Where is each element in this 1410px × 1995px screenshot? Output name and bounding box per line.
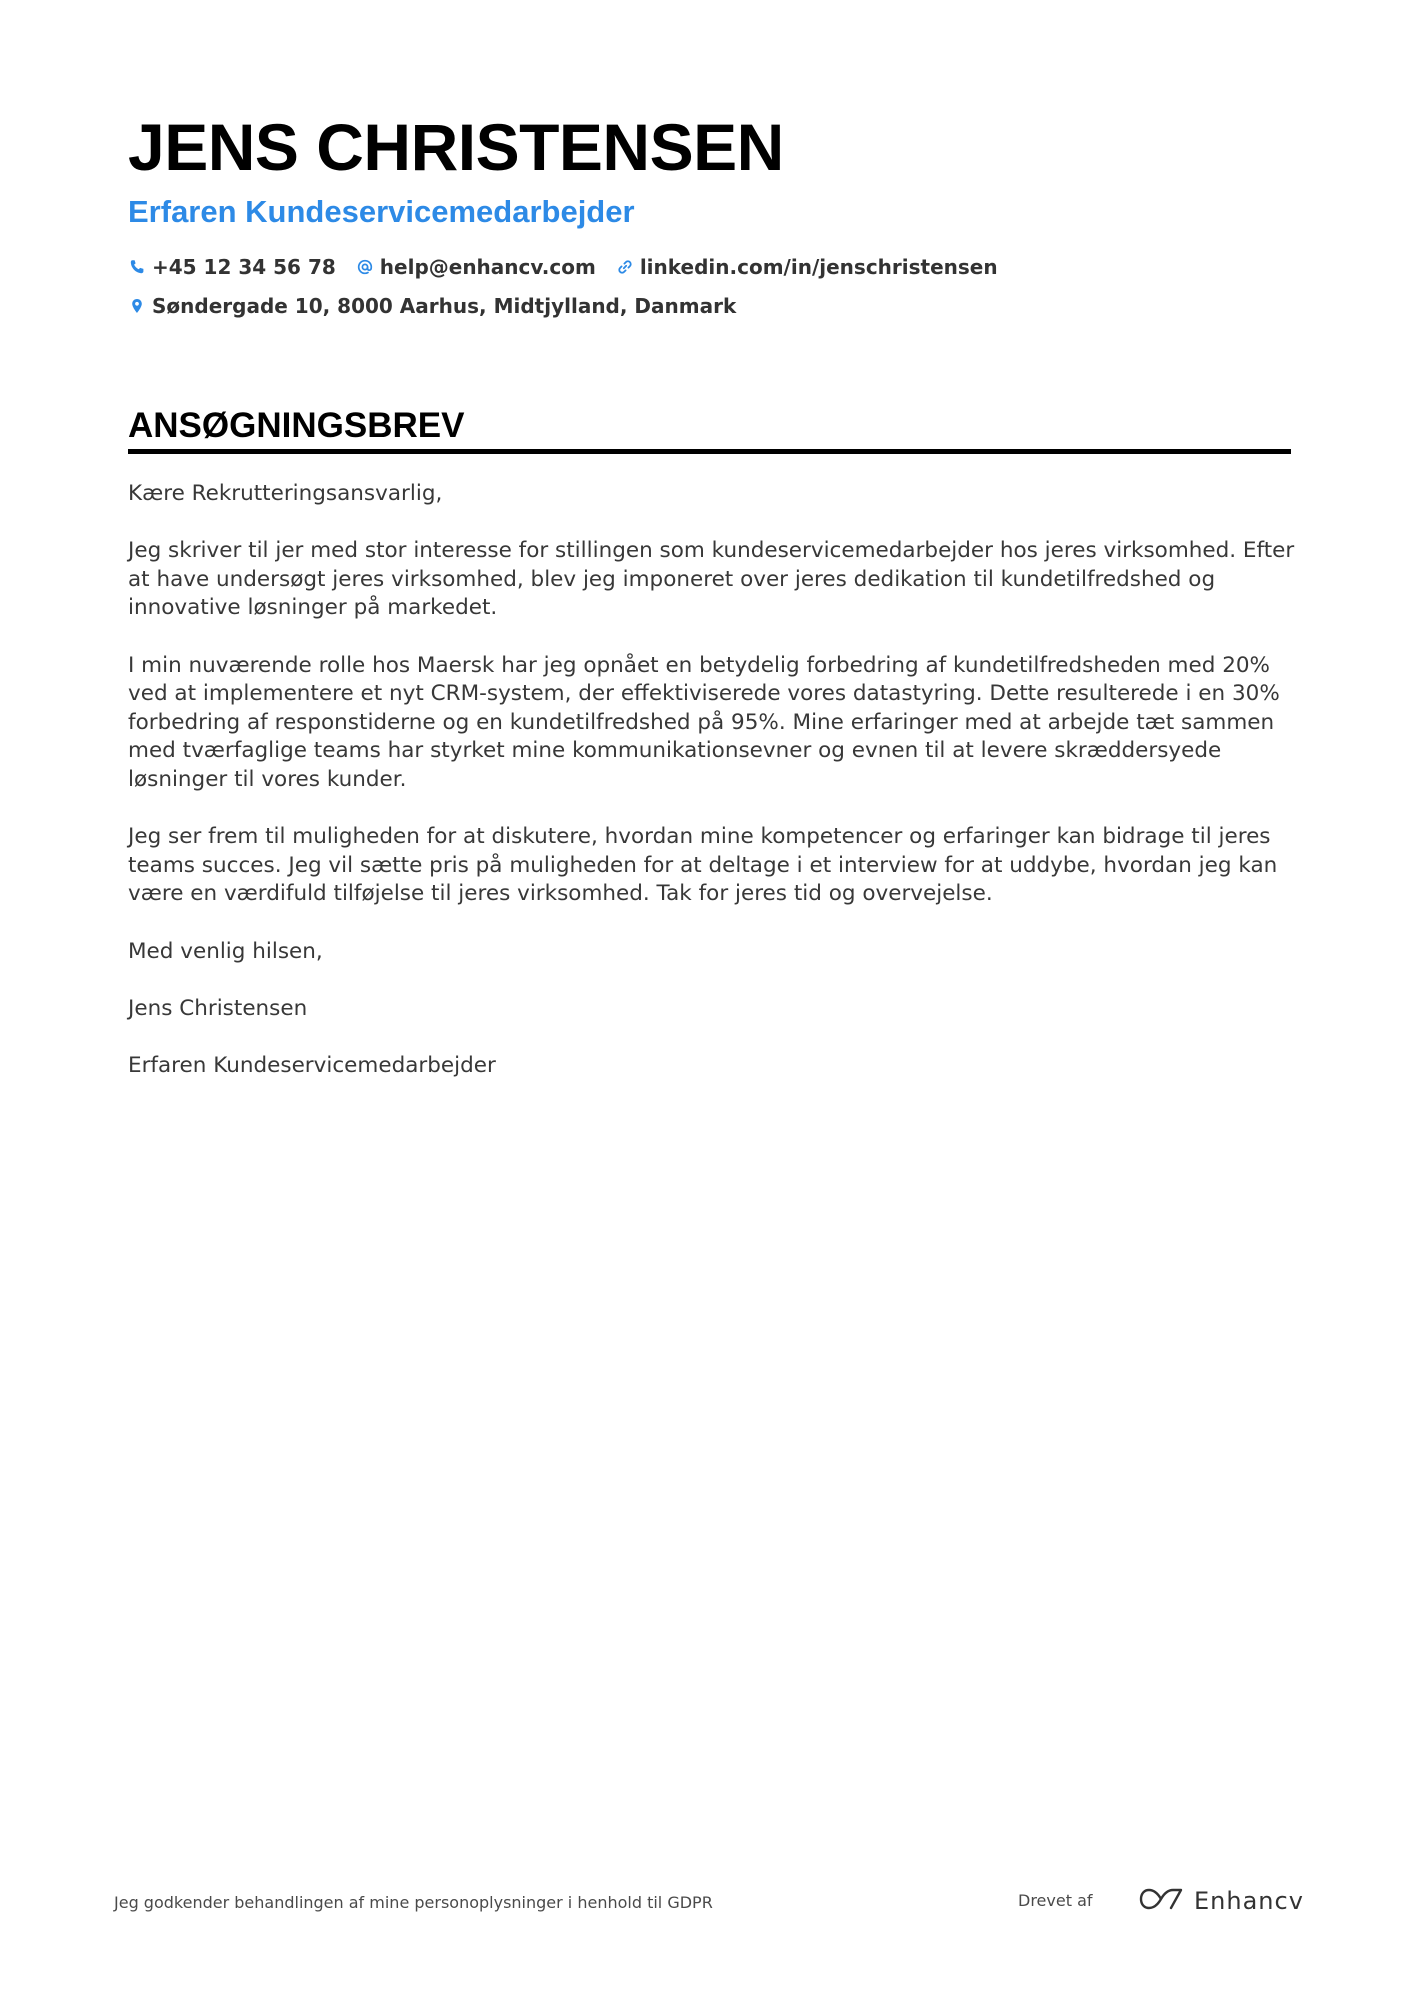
signature-title: Erfaren Kundeservicemedarbejder xyxy=(128,1052,496,1078)
contact-address-text: Søndergade 10, 8000 Aarhus, Midtjylland, Danmark xyxy=(152,294,737,318)
brand-logo[interactable] xyxy=(1138,1886,1304,1916)
signature-name: Jens Christensen xyxy=(128,995,308,1021)
contact-row-primary xyxy=(128,253,1018,281)
contact-phone-text: +45 12 34 56 78 xyxy=(152,255,336,279)
contact-address xyxy=(128,294,736,318)
letter-salutation: Kære Rekrutteringsansvarlig, xyxy=(128,481,443,506)
letter-paragraph: I min nuværende rolle hos Maersk har jeg opnået en betydelig forbedring af kundetilfredsheden med 20% ved at implementere et nyt CRM-system, der effektiviserede vores datastyring. Dette resulterede i en 30% forbedring af responstiderne og en kundetilfredshed på 95%. Mine erfaringer med at arbejde tæt sammen med tværfaglige teams har styrket mine kommunikationsevner og evnen til at levere skræddersyede løsninger til vores kunder. xyxy=(128,652,1280,792)
powered-by-label: Drevet af xyxy=(1018,1891,1093,1910)
contact-phone xyxy=(128,255,336,279)
link-icon xyxy=(616,258,634,276)
at-icon xyxy=(356,258,374,276)
letter-body xyxy=(128,480,1303,1109)
letter-paragraph: Jeg skriver til jer med stor interesse for stillingen som kundeservicemedarbejder hos jeres virksomhed. Efter at have undersøgt jeres virksomhed, blev jeg imponeret over jeres dedikation til kundetilfredshed og innovative løsninger på markedet. xyxy=(128,538,1295,621)
contact-row-address xyxy=(128,292,756,320)
letter-paragraph: Jeg ser frem til muligheden for at diskutere, hvordan mine kompetencer og erfaringer kan bidrage til jeres teams succes. Jeg vil sætte pris på muligheden for at deltage i et interview for at uddybe, hvordan jeg kan være en værdifuld tilføjelse til jeres virksomhed. Tak for jeres tid og overvejelse. xyxy=(128,824,1278,907)
contact-linkedin-text[interactable]: linkedin.com/in/jenschristensen xyxy=(639,255,998,279)
letter-closing: Med venlig hilsen, xyxy=(128,938,323,964)
location-pin-icon xyxy=(128,297,146,315)
section-divider xyxy=(128,449,1291,454)
candidate-name: JENS CHRISTENSEN xyxy=(128,110,784,184)
contact-email-text[interactable]: help@enhancv.com xyxy=(379,255,596,279)
candidate-title: Erfaren Kundeservicemedarbejder xyxy=(128,194,635,229)
infinity-logo-icon xyxy=(1138,1886,1184,1916)
contact-email[interactable] xyxy=(356,255,596,279)
gdpr-consent: Jeg godkender behandlingen af mine personoplysninger i henhold til GDPR xyxy=(114,1893,713,1912)
brand-name: Enhancv xyxy=(1194,1887,1304,1915)
phone-icon xyxy=(128,258,146,276)
section-title: ANSØGNINGSBREV xyxy=(128,406,465,445)
contact-linkedin[interactable] xyxy=(616,255,998,279)
